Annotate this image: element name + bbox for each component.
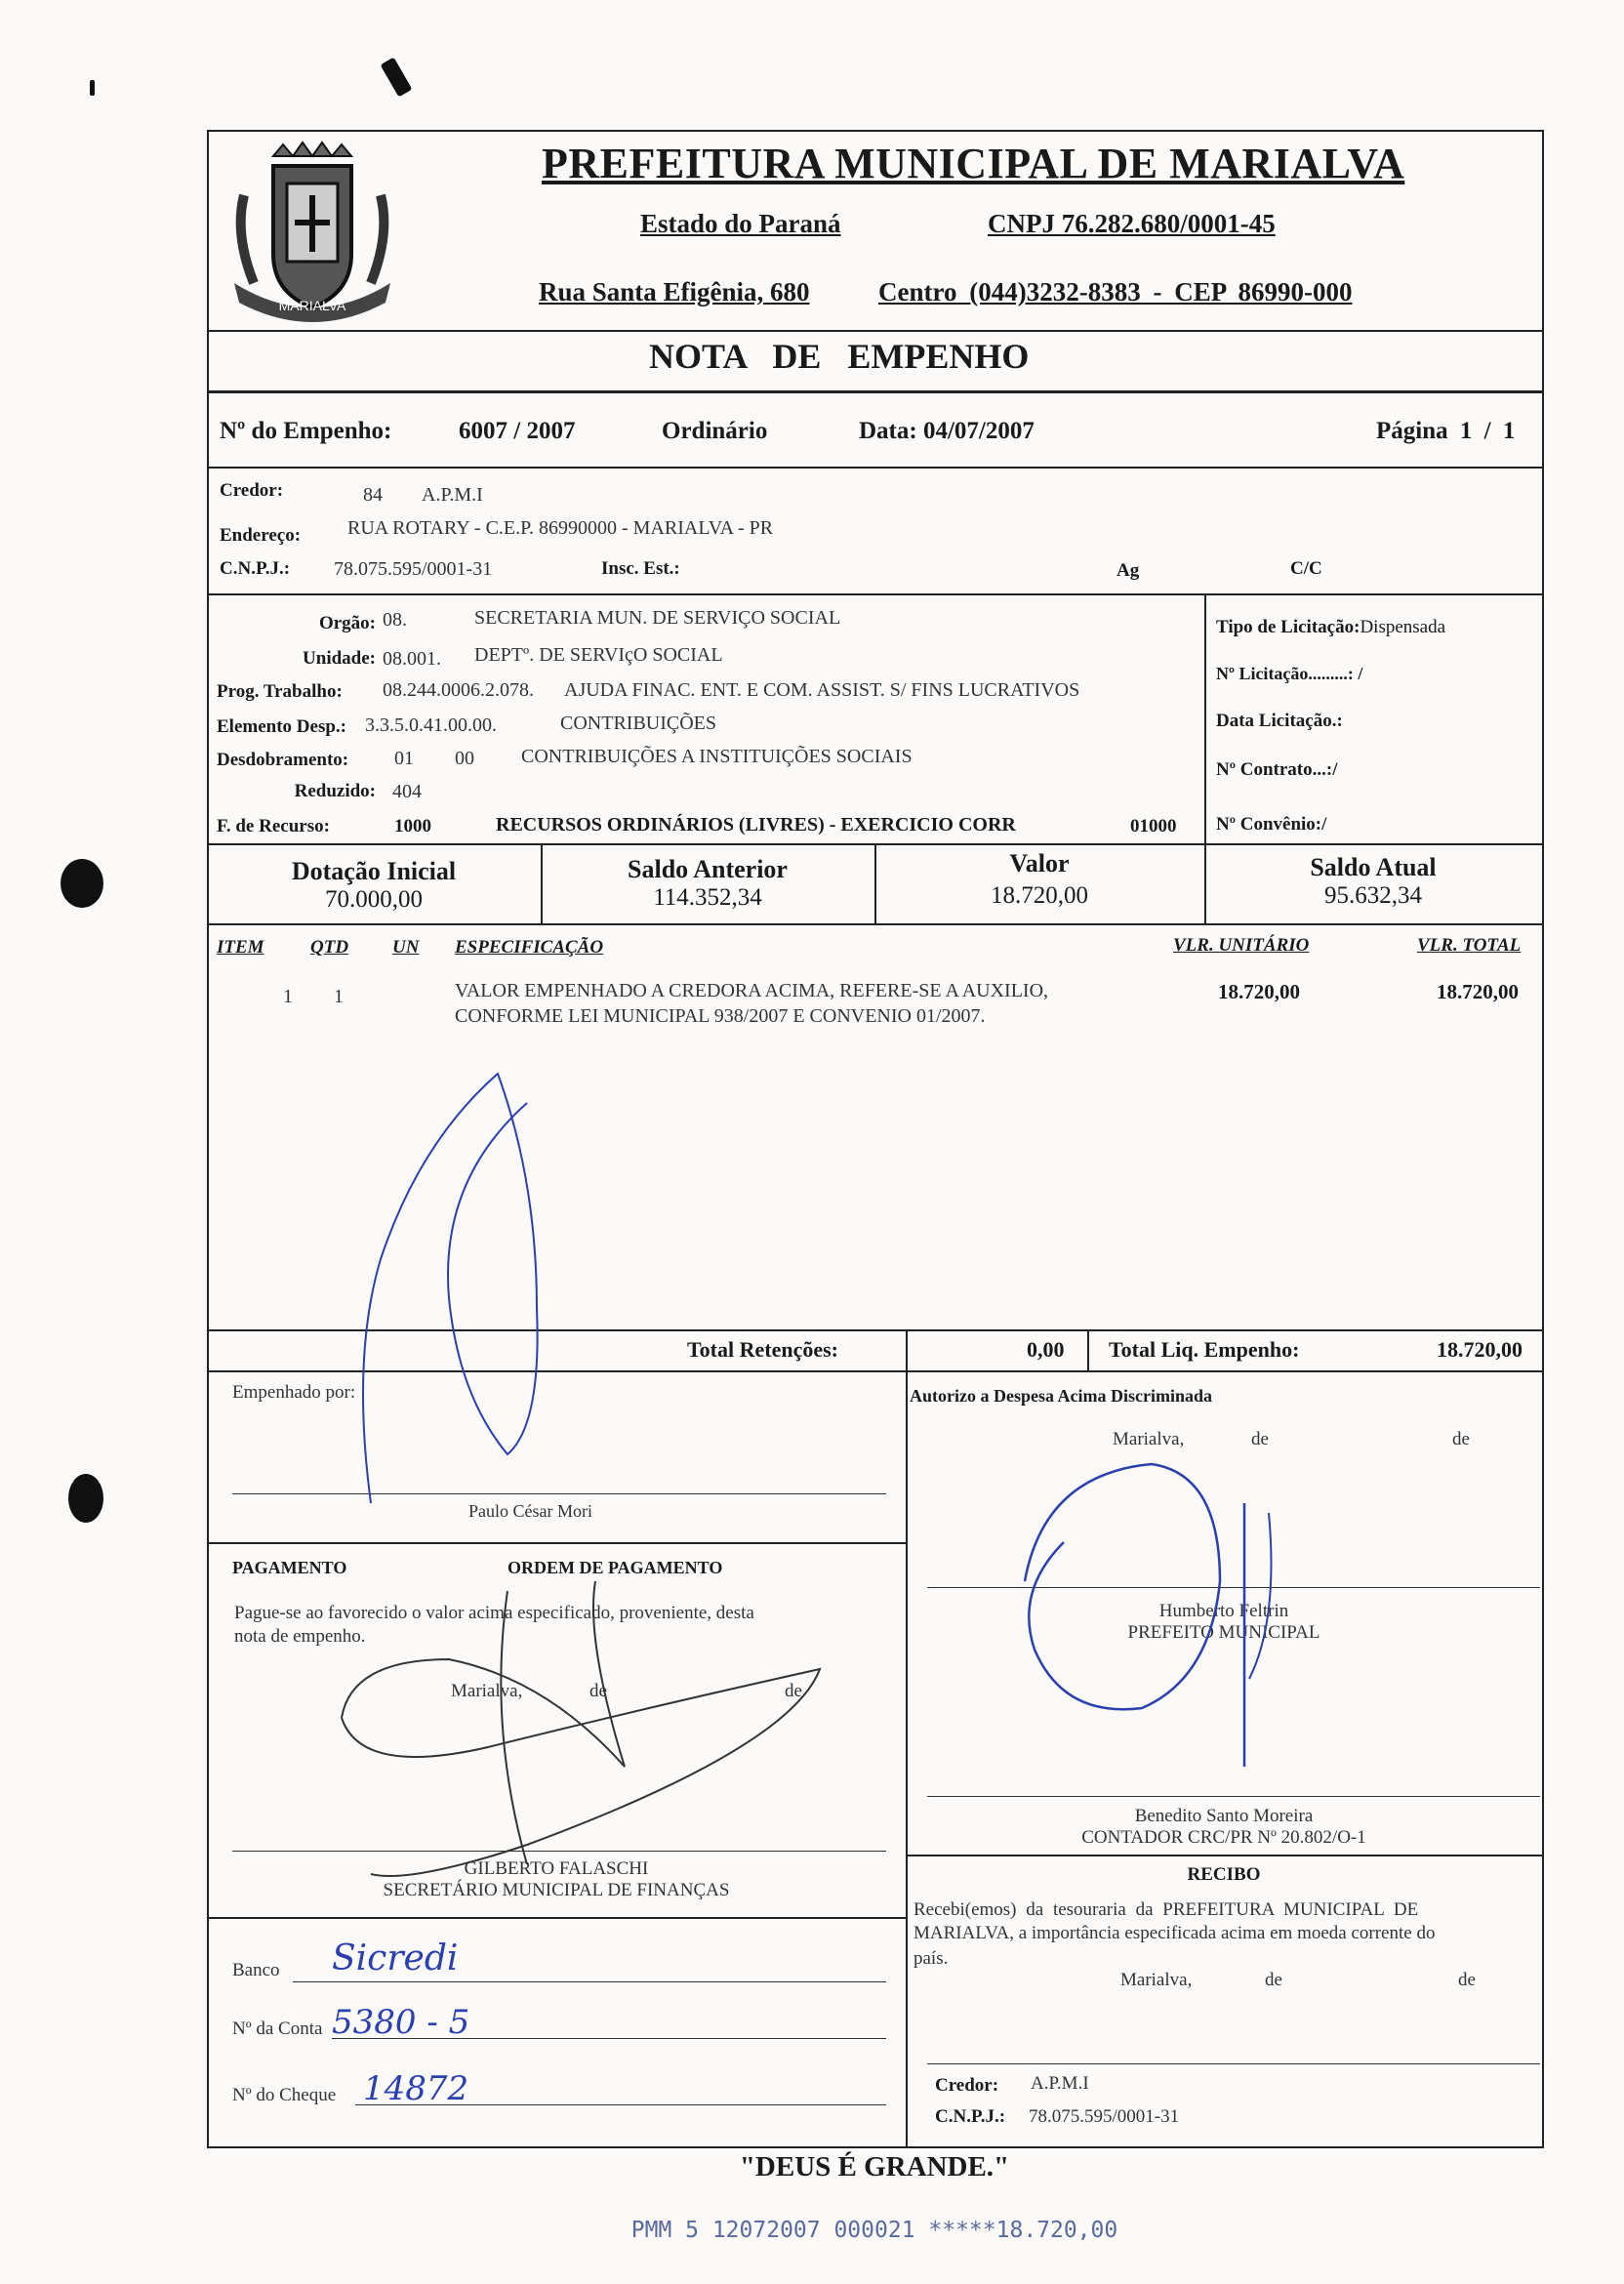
empenho-page: Página 1 / 1 bbox=[1376, 418, 1516, 444]
recurso-num: 01000 bbox=[1130, 816, 1177, 836]
recibo-cnpj: 78.075.595/0001-31 bbox=[1029, 2106, 1180, 2127]
col-espec: ESPECIFICAÇÃO bbox=[455, 937, 604, 958]
unidade-code: 08.001. bbox=[383, 648, 441, 670]
empenhado-label: Empenhado por: bbox=[232, 1382, 356, 1403]
licitacao-tipo-value: Dispensada bbox=[1360, 617, 1446, 637]
empenhado-signer: Paulo César Mori bbox=[468, 1501, 592, 1521]
autorizo-de1: de bbox=[1251, 1429, 1269, 1449]
retencoes-value: 0,00 bbox=[1027, 1337, 1065, 1362]
liq-label: Total Liq. Empenho: bbox=[1109, 1337, 1300, 1362]
liq-value: 18.720,00 bbox=[1437, 1337, 1522, 1362]
conta-handwritten: 5380 - 5 bbox=[332, 2003, 470, 2042]
pagamento-text2: nota de empenho. bbox=[234, 1626, 366, 1647]
divider bbox=[1087, 1329, 1089, 1370]
reduzido: 404 bbox=[392, 781, 422, 802]
saldo-atual-label: Saldo Atual bbox=[1310, 853, 1437, 881]
saldo-atual-value: 95.632,34 bbox=[1324, 882, 1422, 909]
recurso-code: 1000 bbox=[394, 816, 431, 836]
header-district: Centro (044)3232-8383 - CEP 86990-000 bbox=[878, 277, 1353, 306]
divider bbox=[1204, 593, 1206, 843]
header-title: PREFEITURA MUNICIPAL DE MARIALVA bbox=[542, 140, 1405, 187]
recibo-text2: MARIALVA, a importância especificada acima em moeda corrente do bbox=[914, 1923, 1436, 1943]
signature-line bbox=[927, 2063, 1540, 2064]
credor-label: Credor: bbox=[220, 480, 284, 501]
prog-label: Prog. Trabalho: bbox=[217, 681, 343, 702]
recibo-credor: A.P.M.I bbox=[1031, 2073, 1089, 2094]
cheque-handwritten: 14872 bbox=[363, 2069, 469, 2108]
motto: "DEUS É GRANDE." bbox=[739, 2151, 1010, 2182]
licitacao-data: Data Licitação.: bbox=[1216, 711, 1343, 731]
item-desc-line1: VALOR EMPENHADO A CREDORA ACIMA, REFERE-SE A AUXILIO, bbox=[455, 980, 1049, 1001]
licitacao-tipo bbox=[1216, 617, 1445, 638]
cc-label: C/C bbox=[1290, 558, 1322, 579]
divider bbox=[207, 593, 1542, 595]
cheque-label: Nº do Cheque bbox=[232, 2085, 337, 2105]
desdobramento-b: 00 bbox=[455, 748, 474, 769]
valor-label: Valor bbox=[1009, 849, 1070, 877]
divider bbox=[207, 1542, 906, 1544]
saldo-anterior-value: 114.352,34 bbox=[653, 884, 762, 911]
contador-role: CONTADOR CRC/PR Nº 20.802/O-1 bbox=[1081, 1827, 1366, 1848]
item-desc-line2: CONFORME LEI MUNICIPAL 938/2007 E CONVENIO 01/2007. bbox=[455, 1005, 986, 1027]
empenho-date: Data: 04/07/2007 bbox=[859, 418, 1035, 444]
orgao: SECRETARIA MUN. DE SERVIÇO SOCIAL bbox=[474, 607, 841, 629]
pagamento-title: PAGAMENTO bbox=[232, 1558, 347, 1577]
header-street: Rua Santa Efigênia, 680 bbox=[539, 277, 810, 306]
elemento: CONTRIBUIÇÕES bbox=[560, 713, 717, 734]
divider bbox=[906, 1329, 908, 1370]
header-state: Estado do Paraná bbox=[640, 209, 841, 238]
divider bbox=[207, 923, 1542, 925]
secretario-name: GILBERTO FALASCHI bbox=[464, 1858, 649, 1879]
address-label: Endereço: bbox=[220, 525, 302, 546]
conta-label: Nº da Conta bbox=[232, 2019, 323, 2039]
elemento-code: 3.3.5.0.41.00.00. bbox=[365, 714, 497, 736]
pagamento-de2: de bbox=[785, 1681, 802, 1701]
contador-name: Benedito Santo Moreira bbox=[1134, 1806, 1314, 1826]
col-un: UN bbox=[392, 937, 420, 958]
svg-text:MARIALVA: MARIALVA bbox=[278, 298, 346, 313]
reduzido-label: Reduzido: bbox=[294, 781, 376, 801]
prog: AJUDA FINAC. ENT. E COM. ASSIST. S/ FINS LUCRATIVOS bbox=[564, 679, 1080, 701]
signature-secretario bbox=[332, 1581, 839, 1894]
header-cnpj: CNPJ 76.282.680/0001-45 bbox=[988, 209, 1276, 238]
credor-cnpj: 78.075.595/0001-31 bbox=[334, 558, 493, 580]
empenho-number-label: Nº do Empenho: bbox=[220, 418, 392, 444]
col-qtd: QTD bbox=[310, 937, 349, 958]
unidade-label: Unidade: bbox=[303, 648, 376, 669]
col-unit: VLR. UNITÁRIO bbox=[1173, 935, 1310, 956]
scan-speck bbox=[381, 58, 413, 98]
autorizo-title: Autorizo a Despesa Acima Discriminada bbox=[910, 1386, 1212, 1406]
prefeito-role: PREFEITO MUNICIPAL bbox=[1127, 1622, 1320, 1643]
banco-line bbox=[293, 1981, 886, 1982]
col-item: ITEM bbox=[217, 937, 264, 958]
col-total: VLR. TOTAL bbox=[1417, 935, 1522, 956]
saldo-anterior-label: Saldo Anterior bbox=[628, 855, 788, 883]
bank-stamp: PMM 5 12072007 000021 *****18.720,00 bbox=[630, 2218, 1118, 2243]
recibo-text1: Recebi(emos) da tesouraria da PREFEITURA MUNICIPAL DE bbox=[914, 1899, 1419, 1920]
desdobramento-a: 01 bbox=[394, 748, 414, 769]
orgao-code: 08. bbox=[383, 609, 407, 631]
divider bbox=[906, 1370, 908, 2146]
scan-speck bbox=[61, 859, 103, 908]
address: RUA ROTARY - C.E.P. 86990000 - MARIALVA - PR bbox=[347, 517, 774, 539]
divider bbox=[207, 467, 1542, 469]
signature-empenhado bbox=[342, 1064, 576, 1513]
divider bbox=[207, 330, 1542, 332]
desdobramento: CONTRIBUIÇÕES A INSTITUIÇÕES SOCIAIS bbox=[521, 746, 913, 767]
ordem-title: ORDEM DE PAGAMENTO bbox=[508, 1558, 723, 1577]
recibo-title: RECIBO bbox=[1187, 1864, 1261, 1885]
valor-value: 18.720,00 bbox=[991, 882, 1088, 909]
recibo-place: Marialva, bbox=[1120, 1970, 1193, 1990]
licitacao-numero: Nº Licitação.........: / bbox=[1216, 664, 1363, 683]
empenho-number: 6007 / 2007 bbox=[459, 418, 576, 444]
recibo-de2: de bbox=[1458, 1970, 1476, 1990]
recibo-credor-label: Credor: bbox=[935, 2075, 999, 2096]
dotacao-value: 70.000,00 bbox=[325, 886, 423, 913]
prog-code: 08.244.0006.2.078. bbox=[383, 679, 534, 701]
licitacao-tipo-label: Tipo de Licitação: bbox=[1216, 617, 1360, 637]
recibo-cnpj-label: C.N.P.J.: bbox=[935, 2106, 1006, 2127]
credor-cnpj-label: C.N.P.J.: bbox=[220, 558, 291, 579]
credor-name: A.P.M.I bbox=[422, 484, 483, 506]
recibo-text3: país. bbox=[914, 1948, 949, 1969]
signature-line bbox=[927, 1796, 1540, 1797]
divider bbox=[207, 1917, 906, 1919]
credor-code: 84 bbox=[363, 484, 383, 506]
doc-title: NOTA DE EMPENHO bbox=[649, 337, 1030, 376]
item-total: 18.720,00 bbox=[1437, 980, 1519, 1003]
pagamento-text1: Pague-se ao favorecido o valor acima especificado, proveniente, desta bbox=[234, 1603, 754, 1623]
municipal-seal-icon bbox=[215, 137, 410, 332]
banco-handwritten: Sicredi bbox=[332, 1938, 459, 1978]
empenho-type: Ordinário bbox=[662, 418, 768, 444]
recibo-de1: de bbox=[1265, 1970, 1282, 1990]
autorizo-de2: de bbox=[1452, 1429, 1470, 1449]
recurso: RECURSOS ORDINÁRIOS (LIVRES) - EXERCICIO CORR bbox=[496, 814, 1016, 836]
divider bbox=[906, 1855, 1542, 1856]
elemento-label: Elemento Desp.: bbox=[217, 716, 346, 737]
pagamento-place: Marialva, bbox=[451, 1681, 523, 1701]
autorizo-place: Marialva, bbox=[1113, 1429, 1185, 1449]
secretario-role: SECRETÁRIO MUNICIPAL DE FINANÇAS bbox=[383, 1880, 730, 1900]
signature-prefeito bbox=[1005, 1445, 1298, 1786]
dotacao-label: Dotação Inicial bbox=[291, 857, 457, 885]
ag-label: Ag bbox=[1116, 560, 1140, 581]
orgao-label: Orgão: bbox=[318, 613, 376, 633]
pagamento-de1: de bbox=[589, 1681, 607, 1701]
licitacao-convenio: Nº Convênio:/ bbox=[1216, 814, 1327, 835]
banco-label: Banco bbox=[232, 1960, 280, 1980]
divider bbox=[207, 390, 1542, 393]
retencoes-label: Total Retenções: bbox=[687, 1337, 838, 1362]
item-number: 1 bbox=[283, 986, 293, 1007]
item-qtd: 1 bbox=[334, 986, 344, 1007]
desdobramento-label: Desdobramento: bbox=[217, 750, 349, 770]
scan-speck bbox=[90, 80, 95, 96]
scan-speck bbox=[68, 1474, 103, 1523]
unidade: DEPTº. DE SERVIçO SOCIAL bbox=[474, 644, 723, 666]
recurso-label: F. de Recurso: bbox=[217, 816, 330, 836]
item-unit: 18.720,00 bbox=[1218, 980, 1300, 1003]
prefeito-name: Humberto Feltrin bbox=[1158, 1601, 1289, 1621]
licitacao-contrato: Nº Contrato...:/ bbox=[1216, 759, 1338, 780]
insc-label: Insc. Est.: bbox=[601, 558, 680, 579]
